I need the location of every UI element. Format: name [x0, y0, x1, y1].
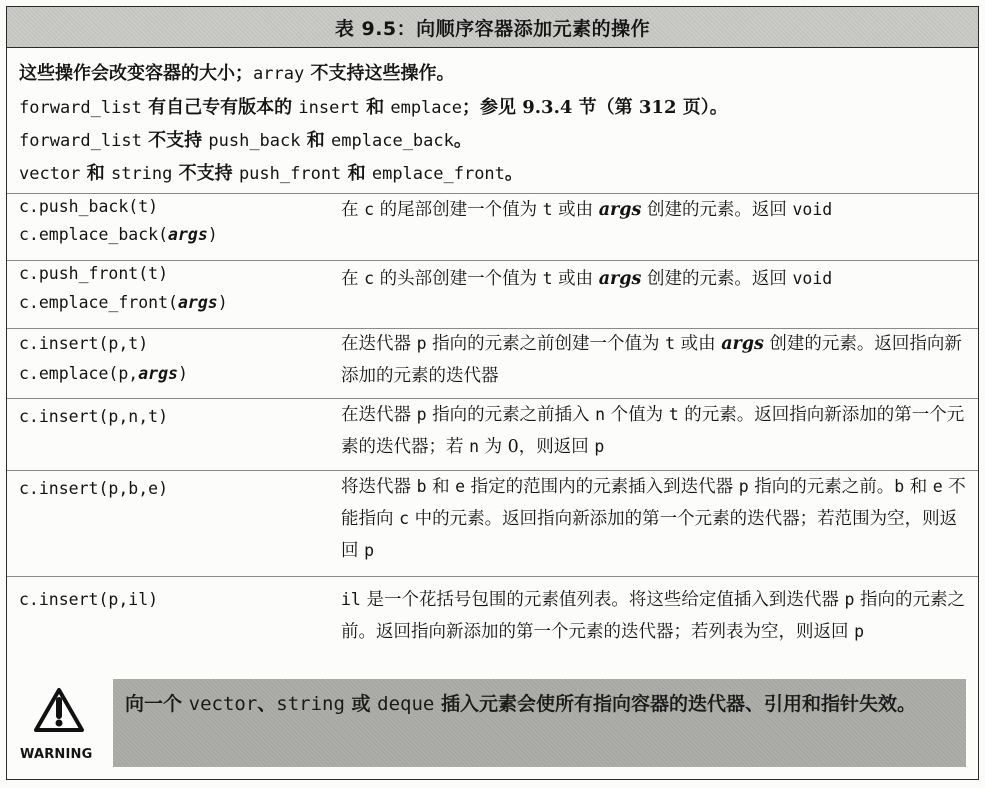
note-text: 和 — [359, 97, 391, 118]
code-term: array — [253, 64, 305, 84]
desc-text: 在 — [341, 200, 365, 220]
code-term: string — [110, 164, 173, 184]
code-term: args — [598, 269, 642, 289]
code-term: args — [721, 334, 764, 354]
code-term: emplace_back — [331, 131, 454, 151]
code-term: e — [455, 477, 466, 496]
note-line-3 — [19, 126, 472, 152]
code-term: args — [138, 364, 178, 383]
desc-text: 的尾部创建一个值为 — [374, 200, 543, 220]
note-text: 和 — [341, 163, 372, 184]
desc-text: 指向的元素之前。返回指向新添加的第一个元素的迭代器；若列表为空，则返回 — [341, 590, 965, 642]
desc-text: 指向的元素之前创建一个值为 — [426, 334, 666, 354]
code-term: string — [276, 693, 345, 715]
desc-text: 将迭代器 — [341, 477, 417, 497]
note-text: ；参见 9.3.4 节（第 312 页）。 — [462, 97, 728, 118]
operation-name: c.push_front(t) — [19, 264, 169, 283]
code-term: c.emplace(p, — [19, 364, 139, 383]
desc-text: 指定的范围内的元素插入到迭代器 — [465, 477, 739, 497]
code-term: t — [542, 200, 553, 219]
code-term: ) — [177, 364, 188, 383]
desc-text: 和 — [426, 477, 456, 497]
operations-table — [6, 6, 979, 780]
note-text: 。 — [453, 130, 472, 151]
operation-description — [341, 194, 971, 226]
code-term: t — [542, 269, 553, 288]
note-line-2 — [19, 93, 728, 119]
code-term: forward_list — [19, 131, 142, 151]
code-term: b — [416, 477, 427, 496]
operation-name — [19, 225, 218, 244]
code-term: n — [469, 437, 479, 456]
desc-text: 个值为 — [605, 405, 669, 425]
code-term: p — [844, 590, 855, 609]
operation-description — [341, 263, 971, 295]
code-term: p — [594, 437, 605, 456]
code-term: forward_list — [19, 98, 142, 118]
desc-text: 是一个花括号包围的元素值列表。将这些给定值插入到迭代器 — [360, 590, 845, 610]
operation-name: c.insert(p,n,t) — [19, 407, 169, 426]
desc-text: 的头部创建一个值为 — [374, 269, 543, 289]
operation-description — [341, 399, 971, 463]
code-term: il — [341, 590, 361, 609]
code-term: ) — [217, 293, 228, 312]
desc-text: 和 — [904, 477, 933, 497]
note-line-4 — [19, 159, 523, 185]
operation-description — [341, 328, 971, 392]
note-text: 不支持 — [172, 163, 239, 184]
desc-text: 的元素。返回指向新添加的第一个元素的迭代器；若 — [341, 405, 965, 457]
desc-text: 在 — [341, 269, 365, 289]
code-term: p — [416, 405, 427, 424]
desc-text: 或由 — [552, 269, 599, 289]
code-term: c — [399, 509, 410, 528]
code-term: deque — [377, 693, 435, 715]
operation-name: c.insert(p,t) — [19, 334, 149, 353]
desc-text: 创建的元素。返回 — [641, 200, 793, 220]
desc-text: 指向的元素之前插入 — [426, 405, 596, 425]
code-term: t — [668, 405, 679, 424]
warning-text-part: 或 — [344, 693, 378, 715]
code-term: emplace — [390, 98, 462, 118]
warning-box — [113, 679, 966, 767]
code-term: p — [854, 622, 864, 641]
note-text: 。 — [504, 163, 523, 184]
code-term: c — [364, 200, 375, 219]
code-term: push_front — [238, 164, 342, 184]
code-term: t — [665, 334, 676, 353]
operation-description — [341, 471, 971, 567]
note-text: 和 — [80, 163, 111, 184]
table-title: 表 9.5：向顺序容器添加元素的操作 — [334, 17, 651, 40]
desc-text: 在迭代器 — [341, 334, 417, 354]
warning-text-part: 插入元素会使所有指向容器的迭代器、引用和指针失效。 — [434, 693, 916, 715]
code-term: args — [598, 200, 642, 220]
desc-text: 创建的元素。返回指向新添加的元素的迭代器 — [341, 334, 962, 386]
operation-name: c.push_back(t) — [19, 197, 159, 216]
code-term: c.emplace_front( — [19, 293, 178, 312]
desc-text: 指向的元素之前。 — [748, 477, 895, 497]
note-text: 和 — [300, 130, 332, 151]
code-term: p — [416, 334, 427, 353]
code-term: n — [595, 405, 606, 424]
code-term: ) — [207, 225, 218, 244]
code-term: e — [932, 477, 943, 496]
operation-name — [19, 293, 228, 312]
note-line-1 — [19, 59, 454, 85]
warning-text-part: 、 — [257, 693, 277, 715]
desc-text: 为 0，则返回 — [479, 437, 595, 457]
code-term: void — [792, 200, 833, 219]
row-divider — [7, 260, 978, 261]
operation-name — [19, 364, 188, 383]
desc-text: 创建的元素。返回 — [641, 269, 793, 289]
row-divider — [7, 576, 978, 577]
code-term: vector — [188, 693, 258, 715]
operation-name: c.insert(p,b,e) — [19, 479, 169, 498]
code-term: p — [364, 541, 375, 560]
code-term: vector — [19, 164, 81, 184]
note-text: 不支持 — [141, 130, 209, 151]
desc-text: 或由 — [552, 200, 599, 220]
desc-text: 中的元素。返回指向新添加的第一个元素的迭代器；若范围为空，则返回 — [341, 509, 958, 561]
desc-text: 或由 — [675, 334, 722, 354]
code-term: b — [894, 477, 905, 496]
desc-text: 不能指向 — [341, 477, 966, 529]
code-term: push_back — [208, 131, 301, 151]
code-term: void — [792, 269, 833, 288]
code-term: args — [168, 225, 208, 244]
operation-description — [341, 584, 971, 648]
table-title-bar — [7, 7, 978, 48]
desc-text: 在迭代器 — [341, 405, 417, 425]
code-term: args — [177, 293, 218, 312]
warning-triangle-icon — [33, 687, 85, 733]
warning-text — [125, 685, 955, 723]
code-term: p — [738, 477, 749, 496]
code-term: insert — [298, 98, 360, 118]
warning-text-part: 向一个 — [125, 693, 189, 715]
code-term: c — [364, 269, 375, 288]
operation-name: c.insert(p,il) — [19, 590, 159, 609]
warning-label: WARNING — [20, 747, 93, 762]
note-text: 有自己专有版本的 — [141, 97, 299, 118]
note-text: 不支持这些操作。 — [304, 63, 455, 84]
note-text: 这些操作会改变容器的大小； — [19, 63, 253, 84]
code-term: emplace_front — [371, 164, 505, 184]
code-term: c.emplace_back( — [19, 225, 169, 244]
